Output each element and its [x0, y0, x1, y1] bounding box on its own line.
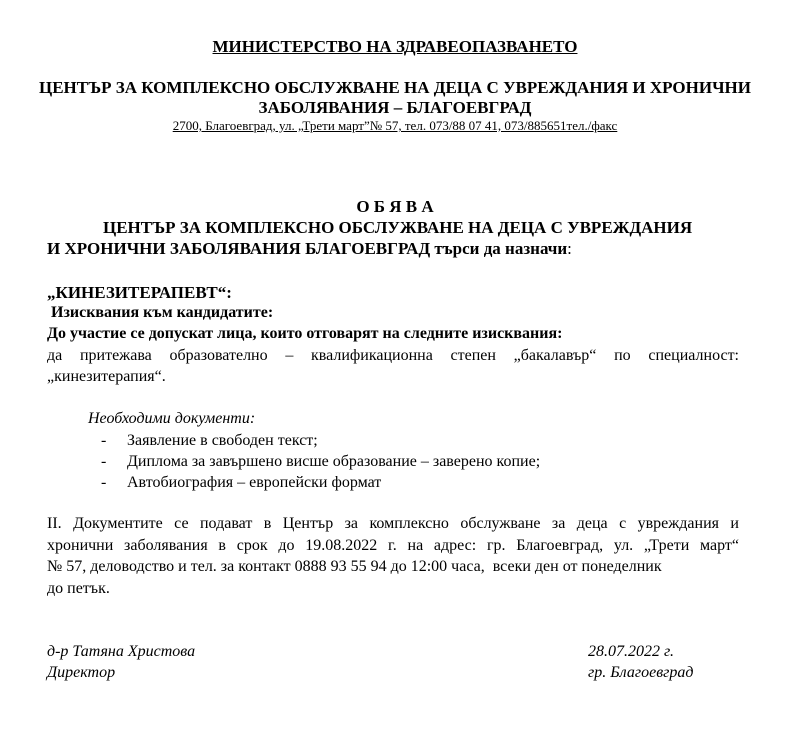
submission-line4: до петък.	[47, 580, 110, 597]
announcement-intro-line1: ЦЕНТЪР ЗА КОМПЛЕКСНО ОБСЛУЖВАНЕ НА ДЕЦА С УВРЕЖДАНИЯ	[103, 218, 693, 237]
center-name-line1: ЦЕНТЪР ЗА КОМПЛЕКСНО ОБСЛУЖВАНЕ НА ДЕЦА С УВРЕЖДАНИЯ И ХРОНИЧНИ	[38, 78, 752, 97]
position-name: „КИНЕЗИТЕРАПЕВТ“:	[47, 283, 232, 302]
announcement-intro-colon: :	[567, 239, 572, 258]
signatory-role: Директор	[47, 664, 116, 681]
submission-line3: № 57, деловодство и тел. за контакт 0888 93 55 94 до 12:00 часа, всеки ден от понеделник	[47, 558, 662, 575]
bullet-dash: -	[101, 432, 107, 449]
document-item-text: Заявление в свободен текст;	[127, 432, 318, 449]
center-address: 2700, Благоевград, ул. „Трети март”№ 57, тел. 073/88 07 41, 073/885651тел./факс	[172, 118, 618, 133]
announcement-intro-line2-text: И ХРОНИЧНИ ЗАБОЛЯВАНИЯ БЛАГОЕВГРАД търси да назначи	[47, 239, 568, 258]
ministry-title: МИНИСТЕРСТВО НА ЗДРАВЕОПАЗВАНЕТО	[212, 37, 578, 56]
document-item	[101, 472, 381, 494]
submission-line2: хронични заболявания в срок до 19.08.2022 г. на адрес: гр. Благоевград, ул. „Трети март“	[47, 537, 739, 554]
center-name-line2: ЗАБОЛЯВАНИЯ – БЛАГОЕВГРАД	[258, 98, 532, 117]
requirements-heading: Изисквания към кандидатите:	[51, 304, 274, 321]
admission-heading: До участие се допускат лица, които отговарят на следните изисквания:	[47, 325, 563, 342]
bullet-dash: -	[101, 453, 107, 470]
document-item	[101, 451, 540, 473]
signatory-name: д-р Татяна Христова	[47, 643, 196, 660]
requirement-line1: да притежава образователно – квалификационна степен „бакалавър“ по специалност:	[47, 347, 739, 364]
document-item	[101, 430, 318, 452]
bullet-dash: -	[101, 474, 107, 491]
document-item-text: Автобиография – европейски формат	[127, 474, 382, 491]
document-date: 28.07.2022 г.	[588, 643, 675, 660]
announcement-intro-line2	[47, 238, 572, 260]
submission-line1: II. Документите се подават в Център за комплексно обслужване за деца с увреждания и	[47, 515, 739, 532]
document-place: гр. Благоевград	[588, 664, 694, 681]
announcement-title: О Б Я В А	[356, 197, 434, 216]
documents-heading: Необходими документи:	[88, 410, 256, 427]
requirement-line2: „кинезитерапия“.	[47, 368, 166, 385]
document-item-text: Диплома за завършено висше образование – заверено копие;	[127, 453, 541, 470]
